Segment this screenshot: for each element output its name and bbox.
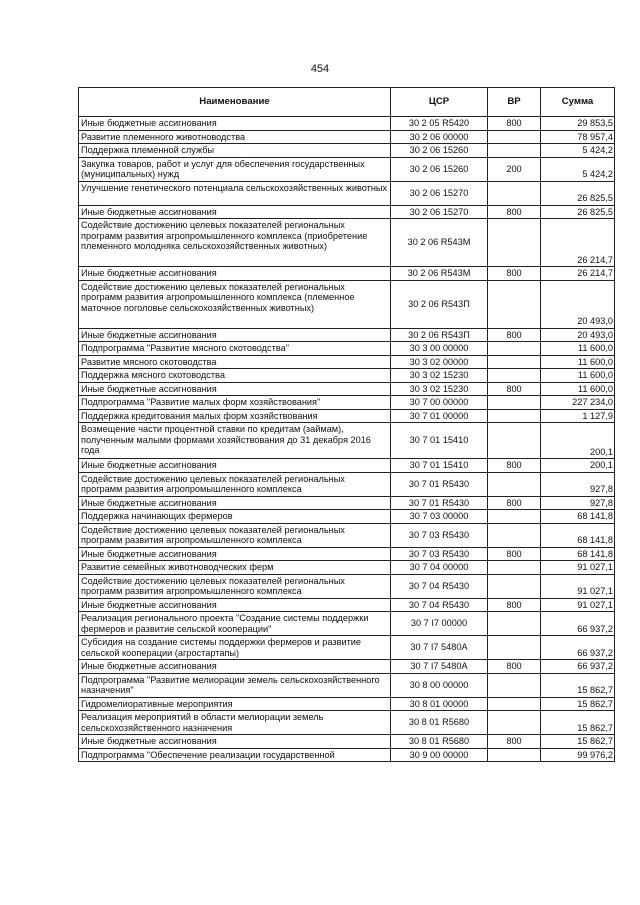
cell-sum: 66 937,2 xyxy=(541,636,615,660)
cell-name: Содействие достижению целевых показателей региональных программ развития агропромышленного комплекса xyxy=(79,523,391,547)
cell-sum: 26 825,5 xyxy=(541,205,615,219)
cell-csr: 30 7 03 00000 xyxy=(391,510,488,524)
cell-vr: 800 xyxy=(488,267,541,281)
cell-vr xyxy=(488,697,541,711)
table-row xyxy=(79,130,615,144)
cell-csr: 30 7 04 R5430 xyxy=(391,574,488,598)
cell-sum: 26 214,7 xyxy=(541,267,615,281)
cell-vr: 800 xyxy=(488,117,541,131)
table-row xyxy=(79,510,615,524)
cell-vr xyxy=(488,144,541,158)
cell-name: Иные бюджетные ассигнования xyxy=(79,660,391,674)
cell-csr: 30 2 06 R543П xyxy=(391,280,488,328)
cell-name: Закупка товаров, работ и услуг для обеспечения государственных (муниципальных) нужд xyxy=(79,157,391,181)
cell-name: Подпрограмма "Развитие малых форм хозяйствования" xyxy=(79,396,391,410)
cell-name: Поддержка кредитования малых форм хозяйствования xyxy=(79,409,391,423)
cell-vr xyxy=(488,612,541,636)
table-row xyxy=(79,157,615,181)
cell-sum: 99 976,2 xyxy=(541,748,615,762)
cell-vr: 800 xyxy=(488,205,541,219)
cell-name: Возмещение части процентной ставки по кредитам (займам), полученным малыми формами хозяйствования до 31 декабря 2016 года xyxy=(79,423,391,459)
table-row xyxy=(79,735,615,749)
budget-table xyxy=(78,87,615,762)
cell-sum: 200,1 xyxy=(541,423,615,459)
cell-name: Реализация регионального проекта "Создание системы поддержки фермеров и развитие сельской кооперации" xyxy=(79,612,391,636)
cell-vr xyxy=(488,355,541,369)
header-name: Наименование xyxy=(79,88,391,117)
cell-vr xyxy=(488,280,541,328)
cell-sum: 66 937,2 xyxy=(541,660,615,674)
cell-vr xyxy=(488,561,541,575)
table-row xyxy=(79,423,615,459)
cell-csr: 30 7 01 15410 xyxy=(391,459,488,473)
cell-name: Иные бюджетные ассигнования xyxy=(79,328,391,342)
cell-vr xyxy=(488,523,541,547)
cell-csr: 30 3 00 00000 xyxy=(391,342,488,356)
table-row xyxy=(79,280,615,328)
cell-csr: 30 2 06 R543M xyxy=(391,219,488,267)
cell-csr: 30 9 00 00000 xyxy=(391,748,488,762)
page-number: 454 xyxy=(310,63,330,75)
cell-csr: 30 2 06 R543M xyxy=(391,267,488,281)
table-row xyxy=(79,523,615,547)
cell-name: Иные бюджетные ассигнования xyxy=(79,382,391,396)
cell-csr: 30 3 02 00000 xyxy=(391,355,488,369)
cell-sum: 29 853,5 xyxy=(541,117,615,131)
cell-csr: 30 7 01 15410 xyxy=(391,423,488,459)
header-csr: ЦСР xyxy=(391,88,488,117)
cell-sum: 15 862,7 xyxy=(541,735,615,749)
cell-sum: 91 027,1 xyxy=(541,574,615,598)
cell-name: Поддержка мясного скотоводства xyxy=(79,369,391,383)
cell-sum: 66 937,2 xyxy=(541,612,615,636)
cell-vr: 800 xyxy=(488,382,541,396)
cell-vr: 800 xyxy=(488,598,541,612)
cell-sum: 91 027,1 xyxy=(541,598,615,612)
cell-name: Гидромелиоративные мероприятия xyxy=(79,697,391,711)
cell-vr xyxy=(488,673,541,697)
cell-sum: 15 862,7 xyxy=(541,697,615,711)
table-row xyxy=(79,472,615,496)
cell-csr: 30 7 04 R5430 xyxy=(391,598,488,612)
table-row xyxy=(79,496,615,510)
cell-name: Поддержка племенной службы xyxy=(79,144,391,158)
cell-csr: 30 7 01 00000 xyxy=(391,409,488,423)
cell-csr: 30 8 01 R5680 xyxy=(391,711,488,735)
cell-sum: 68 141,8 xyxy=(541,510,615,524)
cell-vr xyxy=(488,423,541,459)
table-row xyxy=(79,636,615,660)
cell-name: Содействие достижению целевых показателей региональных программ развития агропромышленного комплекса xyxy=(79,574,391,598)
cell-sum: 68 141,8 xyxy=(541,547,615,561)
cell-name: Иные бюджетные ассигнования xyxy=(79,459,391,473)
table-row xyxy=(79,574,615,598)
cell-name: Иные бюджетные ассигнования xyxy=(79,267,391,281)
cell-name: Содействие достижению целевых показателей региональных программ развития агропромышленного комплекса xyxy=(79,472,391,496)
cell-vr xyxy=(488,409,541,423)
cell-vr xyxy=(488,130,541,144)
cell-name: Развитие семейных животноводческих ферм xyxy=(79,561,391,575)
cell-name: Поддержка начинающих фермеров xyxy=(79,510,391,524)
cell-name: Подпрограмма "Развитие мелиорации земель сельскохозяйственного назначения" xyxy=(79,673,391,697)
cell-name: Содействие достижению целевых показателей региональных программ развития агропромышленного комплекса (приобретение племенного молодняка сельскохозяйственных животных) xyxy=(79,219,391,267)
cell-name: Иные бюджетные ассигнования xyxy=(79,205,391,219)
cell-vr: 200 xyxy=(488,157,541,181)
cell-name: Реализация мероприятий в области мелиорации земель сельскохозяйственного назначения xyxy=(79,711,391,735)
cell-sum: 91 027,1 xyxy=(541,561,615,575)
cell-csr: 30 7 03 R5430 xyxy=(391,523,488,547)
cell-vr xyxy=(488,396,541,410)
cell-vr xyxy=(488,181,541,205)
table-row xyxy=(79,711,615,735)
cell-csr: 30 2 05 R5420 xyxy=(391,117,488,131)
cell-csr: 30 8 01 00000 xyxy=(391,697,488,711)
cell-csr: 30 7 03 R5430 xyxy=(391,547,488,561)
cell-vr: 800 xyxy=(488,735,541,749)
cell-csr: 30 7 01 R5430 xyxy=(391,472,488,496)
table-row xyxy=(79,181,615,205)
cell-vr xyxy=(488,574,541,598)
cell-csr: 30 7 I7 5480A xyxy=(391,636,488,660)
cell-sum: 5 424,2 xyxy=(541,144,615,158)
cell-vr xyxy=(488,219,541,267)
cell-sum: 78 957,4 xyxy=(541,130,615,144)
cell-sum: 927,8 xyxy=(541,472,615,496)
cell-sum: 11 600,0 xyxy=(541,355,615,369)
table-row xyxy=(79,561,615,575)
cell-vr xyxy=(488,748,541,762)
table-row xyxy=(79,205,615,219)
cell-vr xyxy=(488,342,541,356)
cell-name: Иные бюджетные ассигнования xyxy=(79,598,391,612)
cell-name: Подпрограмма "Развитие мясного скотоводства" xyxy=(79,342,391,356)
cell-sum: 20 493,0 xyxy=(541,328,615,342)
cell-csr: 30 7 I7 5480A xyxy=(391,660,488,674)
cell-name: Иные бюджетные ассигнования xyxy=(79,547,391,561)
table-row xyxy=(79,219,615,267)
cell-sum: 11 600,0 xyxy=(541,382,615,396)
cell-name: Иные бюджетные ассигнования xyxy=(79,496,391,510)
cell-csr: 30 2 06 15270 xyxy=(391,181,488,205)
cell-vr: 800 xyxy=(488,496,541,510)
table-row xyxy=(79,748,615,762)
cell-vr xyxy=(488,510,541,524)
cell-csr: 30 8 00 00000 xyxy=(391,673,488,697)
header-sum: Сумма xyxy=(541,88,615,117)
cell-name: Содействие достижению целевых показателей региональных программ развития агропромышленного комплекса (племенное маточное поголовье сельскохозяйственных животных) xyxy=(79,280,391,328)
cell-sum: 26 214,7 xyxy=(541,219,615,267)
cell-sum: 15 862,7 xyxy=(541,711,615,735)
table-row xyxy=(79,697,615,711)
cell-csr: 30 2 06 00000 xyxy=(391,130,488,144)
table-row xyxy=(79,117,615,131)
cell-name: Развитие племенного животноводства xyxy=(79,130,391,144)
cell-name: Субсидия на создание системы поддержки фермеров и развитие сельской кооперации (агростартапы) xyxy=(79,636,391,660)
cell-vr: 800 xyxy=(488,547,541,561)
cell-sum: 927,8 xyxy=(541,496,615,510)
cell-name: Подпрограмма "Обеспечение реализации государственной xyxy=(79,748,391,762)
cell-csr: 30 8 01 R5680 xyxy=(391,735,488,749)
cell-csr: 30 2 06 15260 xyxy=(391,144,488,158)
cell-csr: 30 7 00 00000 xyxy=(391,396,488,410)
cell-csr: 30 7 04 00000 xyxy=(391,561,488,575)
table-row xyxy=(79,355,615,369)
cell-name: Иные бюджетные ассигнования xyxy=(79,117,391,131)
cell-csr: 30 2 06 R543П xyxy=(391,328,488,342)
table-row xyxy=(79,612,615,636)
table-row xyxy=(79,409,615,423)
table-row xyxy=(79,598,615,612)
cell-vr xyxy=(488,472,541,496)
cell-csr: 30 2 06 15260 xyxy=(391,157,488,181)
cell-sum: 1 127,9 xyxy=(541,409,615,423)
cell-name: Улучшение генетического потенциала сельскохозяйственных животных xyxy=(79,181,391,205)
cell-vr: 800 xyxy=(488,459,541,473)
table-row xyxy=(79,547,615,561)
cell-vr xyxy=(488,711,541,735)
cell-vr: 800 xyxy=(488,660,541,674)
cell-sum: 227 234,0 xyxy=(541,396,615,410)
table-row xyxy=(79,673,615,697)
cell-csr: 30 7 01 R5430 xyxy=(391,496,488,510)
cell-sum: 11 600,0 xyxy=(541,342,615,356)
cell-sum: 200,1 xyxy=(541,459,615,473)
table-row xyxy=(79,396,615,410)
table-row xyxy=(79,459,615,473)
table-row xyxy=(79,328,615,342)
cell-csr: 30 3 02 15230 xyxy=(391,382,488,396)
header-vr: ВР xyxy=(488,88,541,117)
cell-sum: 15 862,7 xyxy=(541,673,615,697)
table-row xyxy=(79,144,615,158)
cell-name: Иные бюджетные ассигнования xyxy=(79,735,391,749)
table-header-row xyxy=(79,88,615,117)
table-row xyxy=(79,369,615,383)
cell-csr: 30 3 02 15230 xyxy=(391,369,488,383)
cell-sum: 26 825,5 xyxy=(541,181,615,205)
cell-vr xyxy=(488,636,541,660)
cell-vr xyxy=(488,369,541,383)
cell-vr: 800 xyxy=(488,328,541,342)
table-row xyxy=(79,267,615,281)
cell-csr: 30 7 I7 00000 xyxy=(391,612,488,636)
cell-name: Развитие мясного скотоводства xyxy=(79,355,391,369)
table-row xyxy=(79,660,615,674)
cell-sum: 68 141,8 xyxy=(541,523,615,547)
cell-sum: 20 493,0 xyxy=(541,280,615,328)
table-row xyxy=(79,342,615,356)
cell-sum: 11 600,0 xyxy=(541,369,615,383)
cell-sum: 5 424,2 xyxy=(541,157,615,181)
cell-csr: 30 2 06 15270 xyxy=(391,205,488,219)
table-row xyxy=(79,382,615,396)
